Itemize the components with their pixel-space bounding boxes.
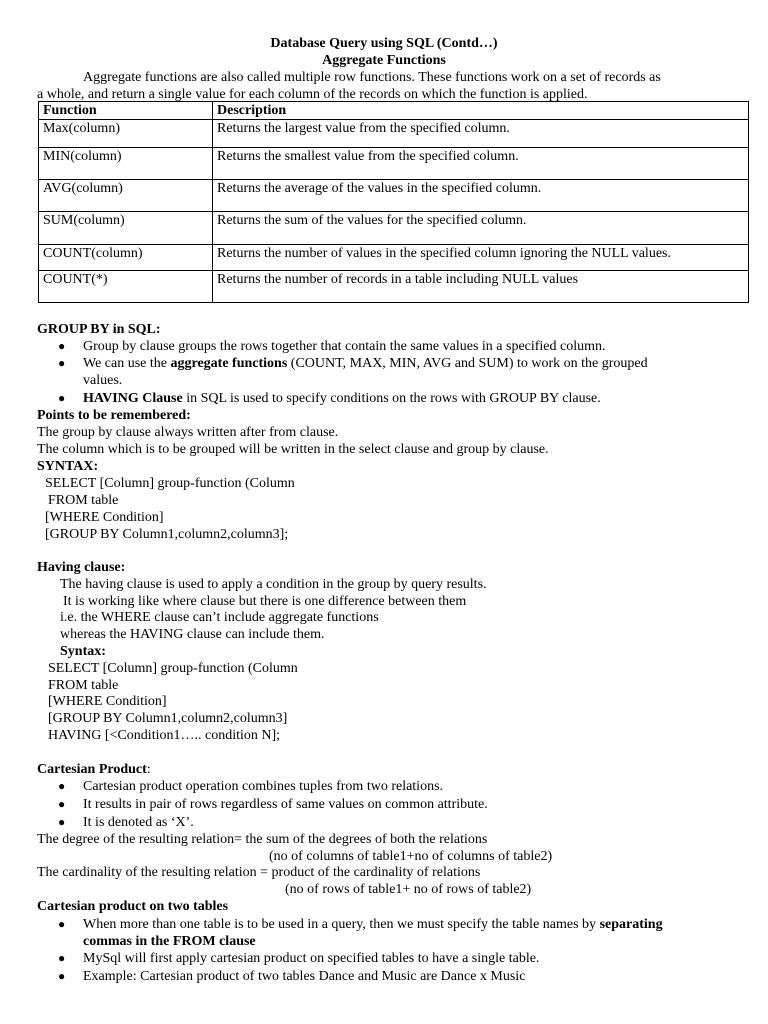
bullet-icon: ●	[58, 951, 66, 965]
page-title: Database Query using SQL (Contd…)	[270, 36, 498, 51]
cartesian-tables-bullet-2: MySql will first apply cartesian product on specified tables to have a single table.	[83, 951, 540, 966]
table-cell-description: Returns the smallest value from the specified column.	[213, 148, 749, 180]
table-row	[39, 271, 749, 303]
table-cell-description: Returns the sum of the values for the specified column.	[213, 212, 749, 245]
having-syntax-line-3: [WHERE Condition]	[48, 694, 167, 709]
page-subtitle: Aggregate Functions	[322, 53, 446, 68]
group-by-bullet-2: We can use the aggregate functions (COUNT, MAX, MIN, AVG and SUM) to work on the grouped	[83, 356, 648, 371]
syntax-line-3: [WHERE Condition]	[45, 510, 164, 525]
table-cell-function: COUNT(*)	[39, 271, 213, 303]
points-line-1: The group by clause always written after from clause.	[37, 425, 339, 440]
bullet-icon: ●	[58, 815, 66, 829]
cartesian-bullet-1: Cartesian product operation combines tuples from two relations.	[83, 779, 444, 794]
having-syntax-heading: Syntax:	[60, 644, 106, 659]
cartesian-bullet-2: It results in pair of rows regardless of same values on common attribute.	[83, 797, 488, 812]
bullet-icon: ●	[58, 356, 66, 370]
table-header-row	[39, 102, 749, 120]
intro-line-1: Aggregate functions are also called multiple row functions. These functions work on a set of records as	[83, 70, 661, 85]
having-syntax-line-1: SELECT [Column] group-function (Column	[48, 661, 298, 676]
cartesian-cardinality: The cardinality of the resulting relation = product of the cardinality of relations	[37, 865, 481, 880]
table-cell-description: Returns the number of records in a table including NULL values	[213, 271, 749, 303]
bullet-icon: ●	[58, 339, 66, 353]
having-line-1: The having clause is used to apply a condition in the group by query results.	[60, 577, 487, 592]
table-row	[39, 120, 749, 148]
intro-line-2: a whole, and return a single value for each column of the records on which the function is applied.	[37, 87, 588, 102]
syntax-line-2: FROM table	[48, 493, 119, 508]
cartesian-degree: The degree of the resulting relation= the sum of the degrees of both the relations	[37, 832, 488, 847]
bullet-icon: ●	[58, 797, 66, 811]
table-row	[39, 245, 749, 271]
table-cell-description: Returns the average of the values in the specified column.	[213, 180, 749, 212]
cartesian-tables-bullet-3: Example: Cartesian product of two tables Dance and Music are Dance x Music	[83, 969, 526, 984]
cartesian-cardinality-note: (no of rows of table1+ no of rows of table2)	[285, 882, 532, 897]
table-row	[39, 180, 749, 212]
aggregate-functions-table	[38, 101, 749, 303]
points-heading: Points to be remembered:	[37, 408, 191, 423]
having-line-2: It is working like where clause but there is one difference between them	[63, 594, 467, 609]
bullet-icon: ●	[58, 779, 66, 793]
syntax-line-1: SELECT [Column] group-function (Column	[45, 476, 295, 491]
having-line-3: i.e. the WHERE clause can’t include aggregate functions	[60, 610, 379, 625]
table-cell-description: Returns the largest value from the specified column.	[213, 120, 749, 148]
bullet-icon: ●	[58, 917, 66, 931]
cartesian-bullet-3: It is denoted as ‘X’.	[83, 815, 194, 830]
having-syntax-line-4: [GROUP BY Column1,column2,column3]	[48, 711, 288, 726]
group-by-heading: GROUP BY in SQL:	[37, 322, 161, 337]
having-syntax-line-2: FROM table	[48, 678, 119, 693]
cartesian-tables-bullet-1-cont: commas in the FROM clause	[83, 934, 256, 949]
having-syntax-line-5: HAVING [<Condition1….. condition N];	[48, 728, 281, 743]
cartesian-degree-note: (no of columns of table1+no of columns of table2)	[269, 849, 553, 864]
group-by-bullet-1: Group by clause groups the rows together that contain the same values in a specified column.	[83, 339, 606, 354]
syntax-line-4: [GROUP BY Column1,column2,column3];	[45, 527, 289, 542]
cartesian-heading: Cartesian Product:	[37, 762, 151, 777]
table-cell-function: MIN(column)	[39, 148, 213, 180]
table-row	[39, 148, 749, 180]
table-header-description: Description	[213, 102, 749, 120]
having-heading: Having clause:	[37, 560, 126, 575]
points-line-2: The column which is to be grouped will be written in the select clause and group by clause.	[37, 442, 549, 457]
table-row	[39, 212, 749, 245]
cartesian-tables-bullet-1: When more than one table is to be used in a query, then we must specify the table names by separating	[83, 917, 663, 932]
table-cell-function: COUNT(column)	[39, 245, 213, 271]
syntax-heading: SYNTAX:	[37, 459, 99, 474]
bullet-icon: ●	[58, 391, 66, 405]
table-cell-function: Max(column)	[39, 120, 213, 148]
group-by-bullet-2-cont: values.	[83, 373, 123, 388]
having-line-4: whereas the HAVING clause can include them.	[60, 627, 325, 642]
table-cell-function: AVG(column)	[39, 180, 213, 212]
group-by-bullet-3: HAVING Clause in SQL is used to specify conditions on the rows with GROUP BY clause.	[83, 391, 601, 406]
table-header-function: Function	[39, 102, 213, 120]
bullet-icon: ●	[58, 969, 66, 983]
table-cell-description: Returns the number of values in the specified column ignoring the NULL values.	[213, 245, 749, 271]
table-cell-function: SUM(column)	[39, 212, 213, 245]
cartesian-tables-heading: Cartesian product on two tables	[37, 899, 229, 914]
